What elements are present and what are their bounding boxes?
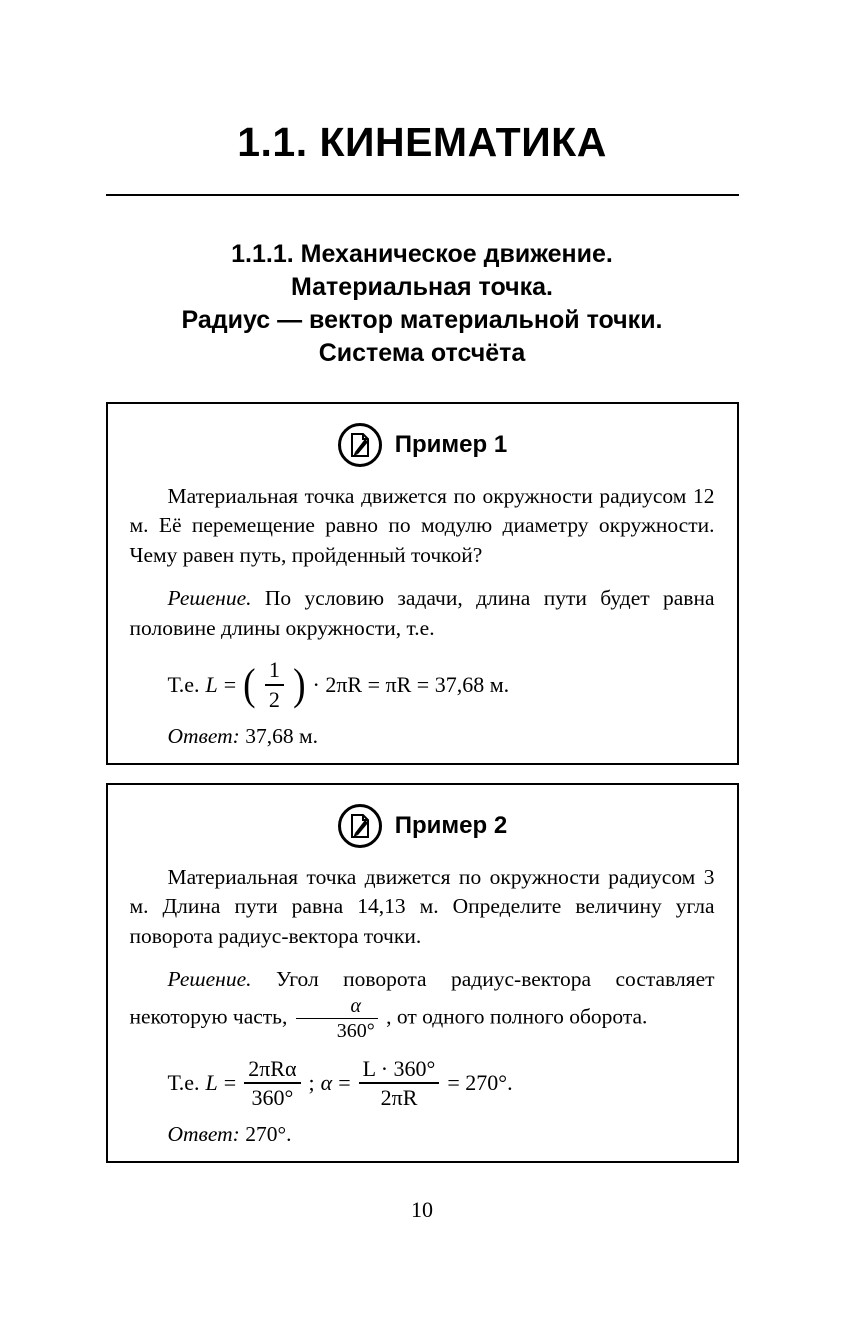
textbook-page [0,27,844,1338]
example1-formula [130,657,715,712]
title-divider [106,194,739,196]
pencil-note-icon [337,803,383,849]
left-paren: ( [243,659,256,709]
equals-sign: = [223,671,237,697]
semicolon: ; [308,1069,315,1095]
solution-text: По условию задачи, длина пути будет равна половине длины окружности, т.е. [129,586,715,640]
chapter-title: 1.1. КИНЕМАТИКА [237,119,607,166]
solution-label: Решение. [167,586,252,611]
solution-text-after: , от одного полного оборота. [386,1004,648,1029]
fraction-numerator: α [296,995,378,1019]
equals-sign: = [223,1069,237,1095]
formula-variable: L [205,671,218,697]
section-heading [0,238,844,370]
answer-label: Ответ: [167,1122,240,1147]
fraction-denominator: 360° [336,1019,375,1042]
example2-solution [130,965,715,1041]
formula-tail: = 270°. [447,1069,513,1095]
fraction-numerator: 1 [265,657,284,685]
answer-value: 270°. [245,1122,292,1147]
example1-header [130,422,715,468]
solution-text-before: Угол поворота радиус-вектора составляет некоторую часть, [129,967,715,1029]
fraction-numerator: L · 360° [359,1056,440,1084]
example1-box [106,402,739,765]
inline-fraction [296,995,378,1042]
fraction-denominator: 2πR [380,1084,418,1110]
problem-text: Материальная точка движется по окружности радиусом 12 м. Её перемещение равно по модулю диаметру окружности. Чему равен путь, пройденный точкой? [129,483,715,567]
formula-lead: Т.е. [167,1069,200,1095]
example2-box [106,783,739,1163]
equals-sign: = [338,1069,351,1095]
formula-variable: α [320,1069,333,1095]
right-paren: ) [292,659,306,709]
fraction-numerator: 2πRα [244,1056,300,1084]
fraction-denominator: 2 [268,686,280,712]
example1-title: Пример 1 [394,430,508,458]
pencil-note-icon [337,422,383,468]
example1-solution [130,584,715,643]
fraction-denominator: 360° [251,1084,294,1110]
example2-answer [130,1122,715,1147]
example2-problem [130,863,715,951]
fraction [244,1056,300,1111]
page-number: 10 [411,1197,433,1223]
formula-tail: · 2πR = πR = 37,68 м. [312,671,510,697]
problem-text: Материальная точка движется по окружности радиусом 3 м. Длина пути равна 14,13 м. Определите величину угла поворота радиус-вектора точки. [129,864,715,948]
fraction [359,1056,440,1111]
section-heading-line: Система отсчёта [318,338,526,367]
example2-title: Пример 2 [394,811,508,839]
formula-variable: L [205,1069,218,1095]
formula-lead: Т.е. [167,671,200,697]
section-heading-line: 1.1.1. Механическое движение. [231,239,613,268]
section-heading-line: Радиус — вектор материальной точки. [181,305,663,334]
answer-label: Ответ: [167,723,240,748]
example2-header [130,803,715,849]
answer-value: 37,68 м. [245,723,318,748]
example1-answer [130,724,715,749]
example1-problem [130,482,715,570]
example2-formula [130,1056,715,1111]
solution-label: Решение. [167,967,252,992]
section-heading-line: Материальная точка. [291,272,553,301]
fraction [265,657,284,712]
